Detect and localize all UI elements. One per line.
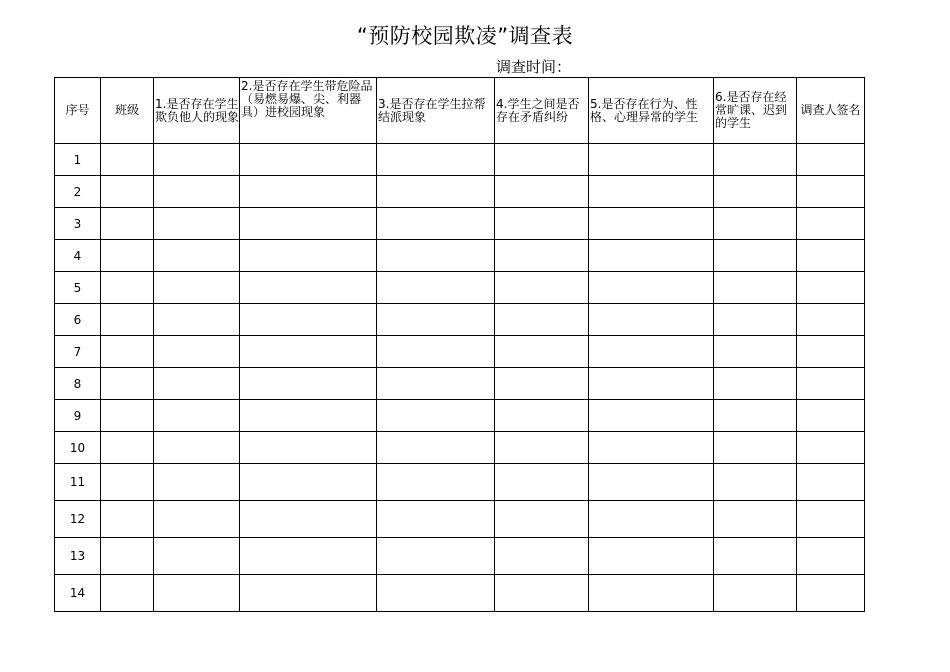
blank-answer-cell <box>101 432 154 464</box>
blank-answer-cell <box>714 208 797 240</box>
header-q1-bullying: 1.是否存在学生欺负他人的现象 <box>154 78 240 144</box>
blank-answer-cell <box>154 144 240 176</box>
table-row <box>55 208 865 240</box>
blank-answer-cell <box>495 368 589 400</box>
blank-answer-cell <box>589 144 714 176</box>
blank-answer-cell <box>714 464 797 501</box>
blank-answer-cell <box>240 501 377 538</box>
blank-answer-cell <box>101 538 154 575</box>
blank-answer-cell <box>495 400 589 432</box>
blank-answer-cell <box>101 336 154 368</box>
blank-answer-cell <box>714 272 797 304</box>
blank-answer-cell <box>377 575 495 612</box>
row-number: 9 <box>55 400 101 432</box>
blank-answer-cell <box>495 272 589 304</box>
blank-answer-cell <box>495 432 589 464</box>
row-number: 3 <box>55 208 101 240</box>
header-q2-dangerous-items: 2.是否存在学生带危险品（易燃易爆、尖、利器具）进校园现象 <box>240 78 377 144</box>
header-class: 班级 <box>101 78 154 144</box>
blank-answer-cell <box>240 432 377 464</box>
form-title: “预防校园欺凌”调查表 <box>356 24 574 48</box>
blank-answer-cell <box>714 144 797 176</box>
blank-answer-cell <box>797 432 865 464</box>
blank-answer-cell <box>154 464 240 501</box>
blank-answer-cell <box>589 400 714 432</box>
blank-answer-cell <box>714 432 797 464</box>
blank-answer-cell <box>495 501 589 538</box>
blank-answer-cell <box>714 400 797 432</box>
blank-answer-cell <box>495 575 589 612</box>
blank-answer-cell <box>154 304 240 336</box>
blank-answer-cell <box>377 208 495 240</box>
blank-answer-cell <box>377 538 495 575</box>
row-number: 7 <box>55 336 101 368</box>
header-surveyor-signature: 调查人签名 <box>797 78 865 144</box>
blank-answer-cell <box>154 336 240 368</box>
blank-answer-cell <box>101 575 154 612</box>
header-q4-conflicts: 4.学生之间是否存在矛盾纠纷 <box>495 78 589 144</box>
blank-answer-cell <box>154 501 240 538</box>
blank-answer-cell <box>240 336 377 368</box>
blank-answer-cell <box>101 464 154 501</box>
blank-answer-cell <box>589 501 714 538</box>
blank-answer-cell <box>714 501 797 538</box>
table-row <box>55 336 865 368</box>
blank-answer-cell <box>101 240 154 272</box>
row-number: 5 <box>55 272 101 304</box>
blank-answer-cell <box>101 304 154 336</box>
table-row <box>55 464 865 501</box>
row-number: 11 <box>55 464 101 501</box>
table-row <box>55 240 865 272</box>
table-row <box>55 144 865 176</box>
survey-table <box>54 77 865 612</box>
blank-answer-cell <box>240 400 377 432</box>
blank-answer-cell <box>101 368 154 400</box>
row-number: 8 <box>55 368 101 400</box>
blank-answer-cell <box>154 575 240 612</box>
blank-answer-cell <box>240 272 377 304</box>
header-q3-cliques: 3.是否存在学生拉帮结派现象 <box>377 78 495 144</box>
header-q5-abnormal-behavior: 5.是否存在行为、性格、心理异常的学生 <box>589 78 714 144</box>
blank-answer-cell <box>101 176 154 208</box>
blank-answer-cell <box>797 501 865 538</box>
blank-answer-cell <box>240 304 377 336</box>
blank-answer-cell <box>377 432 495 464</box>
blank-answer-cell <box>154 368 240 400</box>
blank-answer-cell <box>240 208 377 240</box>
blank-answer-cell <box>154 208 240 240</box>
blank-answer-cell <box>377 464 495 501</box>
blank-answer-cell <box>797 538 865 575</box>
blank-answer-cell <box>154 240 240 272</box>
blank-answer-cell <box>589 464 714 501</box>
blank-answer-cell <box>797 464 865 501</box>
header-serial-number: 序号 <box>55 78 101 144</box>
blank-answer-cell <box>495 538 589 575</box>
blank-answer-cell <box>797 304 865 336</box>
blank-answer-cell <box>240 368 377 400</box>
blank-answer-cell <box>589 176 714 208</box>
blank-answer-cell <box>589 368 714 400</box>
table-row <box>55 400 865 432</box>
blank-answer-cell <box>797 575 865 612</box>
blank-answer-cell <box>714 240 797 272</box>
blank-answer-cell <box>589 304 714 336</box>
survey-time-label: 调查时间： <box>496 58 572 76</box>
table-row <box>55 304 865 336</box>
row-number: 2 <box>55 176 101 208</box>
table-row <box>55 272 865 304</box>
blank-answer-cell <box>240 176 377 208</box>
blank-answer-cell <box>240 144 377 176</box>
row-number: 12 <box>55 501 101 538</box>
blank-answer-cell <box>377 304 495 336</box>
blank-answer-cell <box>154 272 240 304</box>
blank-answer-cell <box>377 144 495 176</box>
blank-answer-cell <box>589 575 714 612</box>
blank-answer-cell <box>797 144 865 176</box>
blank-answer-cell <box>589 272 714 304</box>
blank-answer-cell <box>797 336 865 368</box>
blank-answer-cell <box>154 176 240 208</box>
blank-answer-cell <box>377 336 495 368</box>
blank-answer-cell <box>589 240 714 272</box>
blank-answer-cell <box>495 240 589 272</box>
blank-answer-cell <box>714 176 797 208</box>
blank-answer-cell <box>101 144 154 176</box>
blank-answer-cell <box>495 208 589 240</box>
row-number: 14 <box>55 575 101 612</box>
row-number: 10 <box>55 432 101 464</box>
blank-answer-cell <box>154 538 240 575</box>
blank-answer-cell <box>714 575 797 612</box>
table-row <box>55 176 865 208</box>
blank-answer-cell <box>797 176 865 208</box>
blank-answer-cell <box>797 368 865 400</box>
table-row <box>55 432 865 464</box>
row-number: 4 <box>55 240 101 272</box>
blank-answer-cell <box>101 400 154 432</box>
blank-answer-cell <box>101 272 154 304</box>
header-row <box>55 78 865 144</box>
blank-answer-cell <box>714 538 797 575</box>
table-row <box>55 538 865 575</box>
blank-answer-cell <box>797 208 865 240</box>
blank-answer-cell <box>714 304 797 336</box>
blank-answer-cell <box>377 240 495 272</box>
blank-answer-cell <box>377 272 495 304</box>
blank-answer-cell <box>154 400 240 432</box>
header-q6-truancy: 6.是否存在经常旷课、迟到的学生 <box>714 78 797 144</box>
blank-answer-cell <box>377 176 495 208</box>
blank-answer-cell <box>495 176 589 208</box>
blank-answer-cell <box>240 538 377 575</box>
blank-answer-cell <box>797 400 865 432</box>
blank-answer-cell <box>495 464 589 501</box>
blank-answer-cell <box>797 272 865 304</box>
blank-answer-cell <box>240 575 377 612</box>
blank-answer-cell <box>714 336 797 368</box>
blank-answer-cell <box>101 501 154 538</box>
blank-answer-cell <box>377 400 495 432</box>
blank-answer-cell <box>589 432 714 464</box>
table-row <box>55 501 865 538</box>
blank-answer-cell <box>797 240 865 272</box>
blank-answer-cell <box>495 336 589 368</box>
table-row <box>55 575 865 612</box>
blank-answer-cell <box>589 336 714 368</box>
blank-answer-cell <box>377 368 495 400</box>
row-number: 1 <box>55 144 101 176</box>
blank-answer-cell <box>240 464 377 501</box>
blank-answer-cell <box>589 538 714 575</box>
table-row <box>55 368 865 400</box>
blank-answer-cell <box>154 432 240 464</box>
blank-answer-cell <box>495 144 589 176</box>
blank-answer-cell <box>240 240 377 272</box>
row-number: 6 <box>55 304 101 336</box>
blank-answer-cell <box>714 368 797 400</box>
blank-answer-cell <box>589 208 714 240</box>
blank-answer-cell <box>101 208 154 240</box>
blank-answer-cell <box>377 501 495 538</box>
row-number: 13 <box>55 538 101 575</box>
blank-answer-cell <box>495 304 589 336</box>
